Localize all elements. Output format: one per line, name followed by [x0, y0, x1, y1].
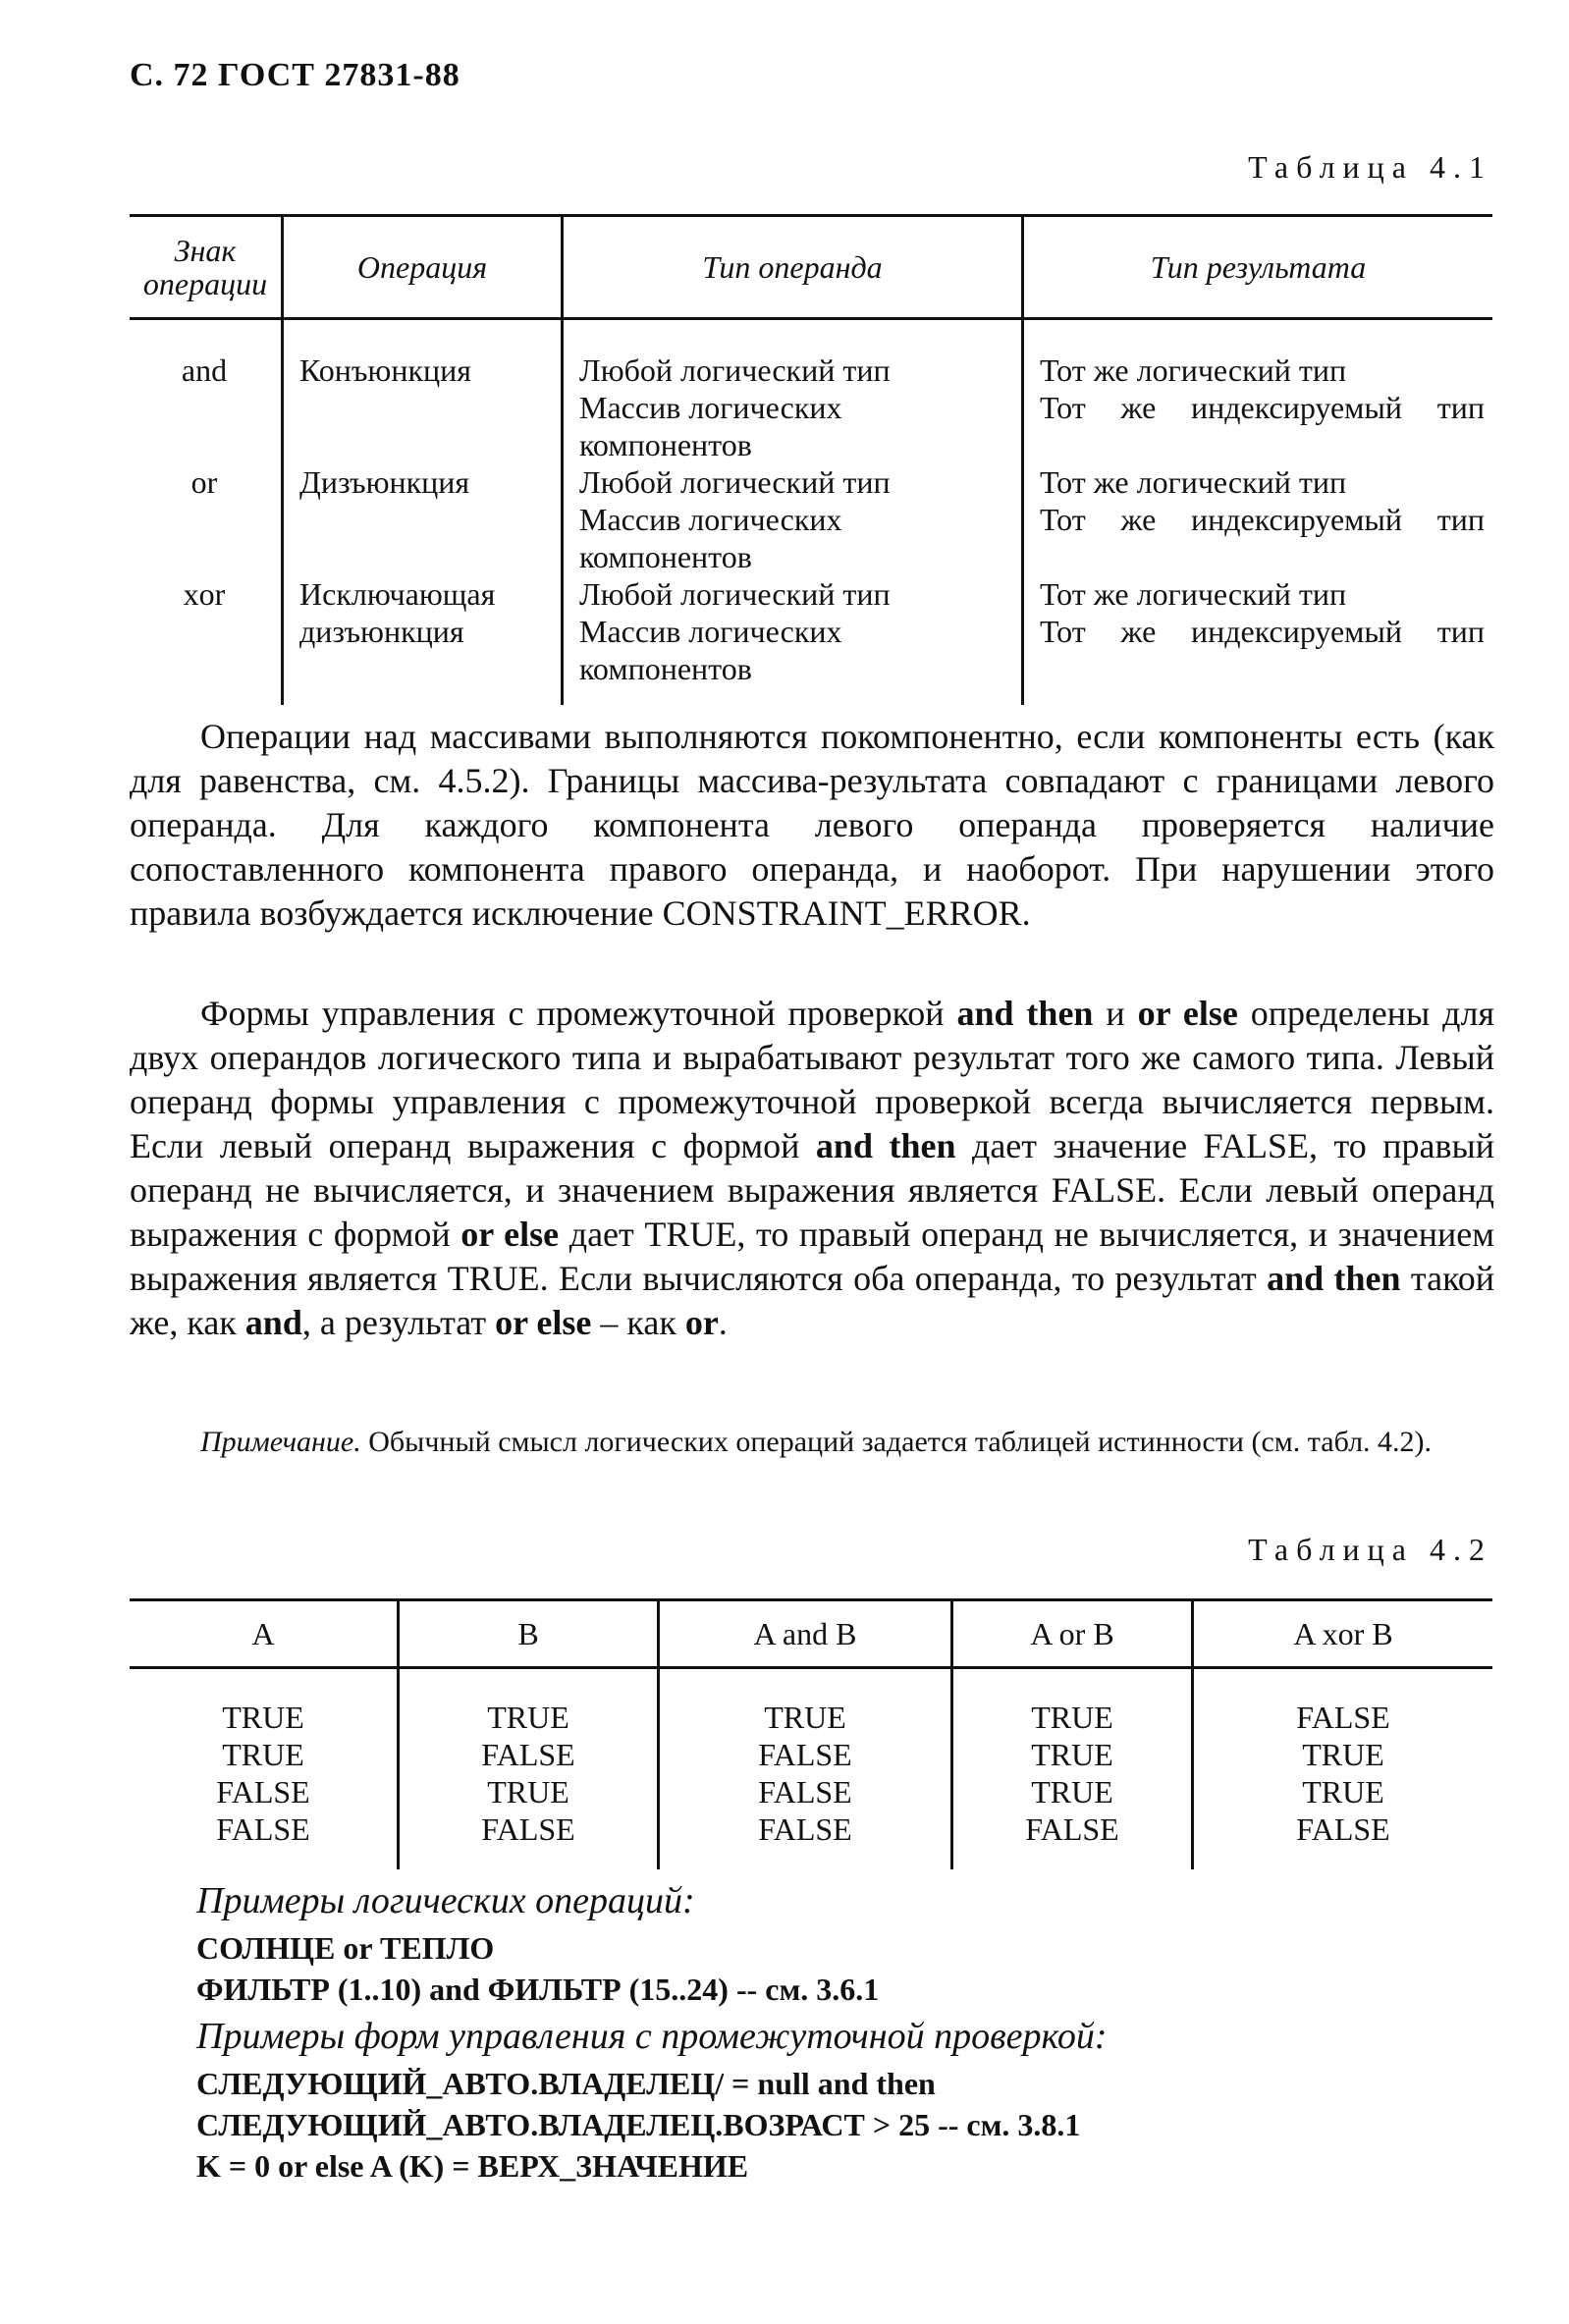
keyword: or: [684, 1303, 719, 1342]
note-text: Обычный смысл логических операций задается таблицей истинности (см. табл. 4.2).: [360, 1426, 1433, 1458]
paragraph-text: Операции над массивами выполняются покомпонентно, если компоненты есть (как для равенства, см. 4.5.2). Границы массива-результата совпадают с границами левого операнда. Для каждого компонента левого операнда проверяется наличие сопоставленного компонента правого операнда, и наоборот. При нарушении этого правила возбуждается исключение CONSTRAINT_ERROR.: [130, 717, 1494, 933]
cell: FALSE: [1193, 1668, 1493, 1737]
cell: TRUE: [952, 1668, 1193, 1737]
table-row: [130, 1668, 1492, 1737]
cell-result-type: [1023, 319, 1493, 464]
operand-type-line: Массив логических компонентов: [579, 502, 842, 574]
table-row: [130, 1811, 1492, 1869]
cell: FALSE: [659, 1811, 952, 1869]
keyword: and: [244, 1303, 302, 1342]
note: [130, 1424, 1494, 1461]
cell: FALSE: [1193, 1811, 1493, 1869]
operand-type-line: Массив логических компонентов: [579, 614, 842, 686]
operand-type-line: Любой логический тип: [579, 352, 891, 388]
column-header: A xor B: [1193, 1600, 1493, 1668]
result-type-line: Тот же логический тип: [1040, 464, 1347, 500]
cell: FALSE: [659, 1773, 952, 1811]
column-header: Знак операции: [130, 216, 283, 319]
example-line: СЛЕДУЮЩИЙ_АВТО.ВЛАДЕЛЕЦ/ = null and then: [196, 2066, 936, 2101]
paragraph-short-circuit: [130, 992, 1494, 1345]
operand-type-line: Любой логический тип: [579, 576, 891, 612]
cell: TRUE: [952, 1736, 1193, 1773]
examples-short-circuit-title: Примеры форм управления с промежуточной проверкой:: [196, 2016, 1108, 2057]
result-type-line: Тот же индексируемый тип: [1040, 390, 1485, 425]
table-header-row: [130, 216, 1492, 319]
column-header: A or B: [952, 1600, 1193, 1668]
column-header: Операция: [283, 216, 563, 319]
column-header: Тип результата: [1023, 216, 1493, 319]
column-header: B: [399, 1600, 659, 1668]
operand-type-line: Любой логический тип: [579, 464, 891, 500]
table-row: [130, 463, 1492, 575]
result-type-line: Тот же логический тип: [1040, 352, 1347, 388]
keyword: or else: [1137, 994, 1238, 1033]
table-row: [130, 319, 1492, 464]
result-type-line: Тот же индексируемый тип: [1040, 502, 1485, 537]
operand-type-line: Массив логических компонентов: [579, 390, 842, 462]
note-label: Примечание.: [200, 1426, 361, 1458]
keyword: and then: [1267, 1259, 1401, 1298]
result-type-line: Тот же индексируемый тип: [1040, 614, 1485, 649]
text-run: определены для двух операндов логического типа и вырабатывают результат того же самого типа. Левый операнд формы управления с промежуточной проверкой всегда вычисляется первым. Если левый операнд выражения с формой: [130, 994, 1494, 1165]
table-4-2-truth-table: [130, 1598, 1492, 1869]
cell-operation: Дизъюнкция: [283, 463, 563, 575]
keyword: or else: [495, 1303, 592, 1342]
cell-result-type: [1023, 463, 1493, 575]
cell: TRUE: [399, 1773, 659, 1811]
cell: TRUE: [222, 1737, 304, 1772]
cell-sign: or: [190, 464, 218, 500]
text-run: такой же, как: [130, 1259, 1494, 1342]
cell: FALSE: [216, 1774, 310, 1810]
text-run: дает значение FALSE, то правый операнд не вычисляется, и значением выражения является FALSE. Если левый операнд выражения с формой: [130, 1126, 1494, 1254]
table-row: [130, 575, 1492, 705]
text-run: и: [1093, 994, 1138, 1033]
cell: FALSE: [216, 1811, 310, 1847]
text-run: , а результат: [301, 1303, 496, 1342]
column-header: Тип операнда: [563, 216, 1023, 319]
cell: TRUE: [222, 1700, 304, 1735]
text-run: – как: [591, 1303, 685, 1342]
cell-operand-type: [563, 463, 1023, 575]
example-line: ФИЛЬТР (1..10) and ФИЛЬТР (15..24) -- см. 3.6.1: [196, 1972, 880, 2007]
paragraph-arrays: [130, 715, 1494, 936]
example-line: СОЛНЦЕ or ТЕПЛО: [196, 1930, 495, 1966]
text-run: Формы управления с промежуточной проверкой: [200, 994, 957, 1033]
table2-caption: Таблица 4.2: [1248, 1532, 1492, 1567]
column-header: A and B: [659, 1600, 952, 1668]
cell: FALSE: [399, 1811, 659, 1869]
examples-logical-title: Примеры логических операций:: [196, 1880, 695, 1921]
cell: TRUE: [1193, 1736, 1493, 1773]
cell-operand-type: [563, 575, 1023, 705]
text-run: дает TRUE, то правый операнд не вычисляется, и значением выражения является TRUE. Если вычисляются оба операнда, то результат: [130, 1215, 1494, 1298]
cell: TRUE: [399, 1668, 659, 1737]
cell: TRUE: [1193, 1773, 1493, 1811]
table1-caption: Таблица 4.1: [1248, 149, 1492, 185]
cell: TRUE: [659, 1668, 952, 1737]
cell-operation: Конъюнкция: [283, 319, 563, 464]
cell: TRUE: [952, 1773, 1193, 1811]
cell-operand-type: [563, 319, 1023, 464]
keyword: or else: [460, 1215, 560, 1254]
cell: FALSE: [399, 1736, 659, 1773]
keyword: and then: [956, 994, 1094, 1033]
text-run: .: [718, 1303, 728, 1342]
page-header: С. 72 ГОСТ 27831-88: [130, 57, 460, 93]
table-row: [130, 1736, 1492, 1773]
result-type-line: Тот же логический тип: [1040, 576, 1347, 612]
cell-sign: and: [181, 352, 228, 388]
table-4-1: [130, 214, 1492, 705]
column-header: A: [130, 1600, 399, 1668]
table-header-row: [130, 1600, 1492, 1668]
table-row: [130, 1773, 1492, 1811]
cell-sign: xor: [183, 576, 226, 612]
cell-result-type: [1023, 575, 1493, 705]
example-line: K = 0 or else A (K) = ВЕРХ_ЗНАЧЕНИЕ: [196, 2148, 749, 2184]
cell-operation: Исключающая дизъюнкция: [283, 575, 563, 705]
cell: FALSE: [659, 1736, 952, 1773]
cell: FALSE: [952, 1811, 1193, 1869]
example-line: СЛЕДУЮЩИЙ_АВТО.ВЛАДЕЛЕЦ.ВОЗРАСТ > 25 -- см. 3.8.1: [196, 2107, 1081, 2142]
keyword: and then: [815, 1126, 956, 1165]
